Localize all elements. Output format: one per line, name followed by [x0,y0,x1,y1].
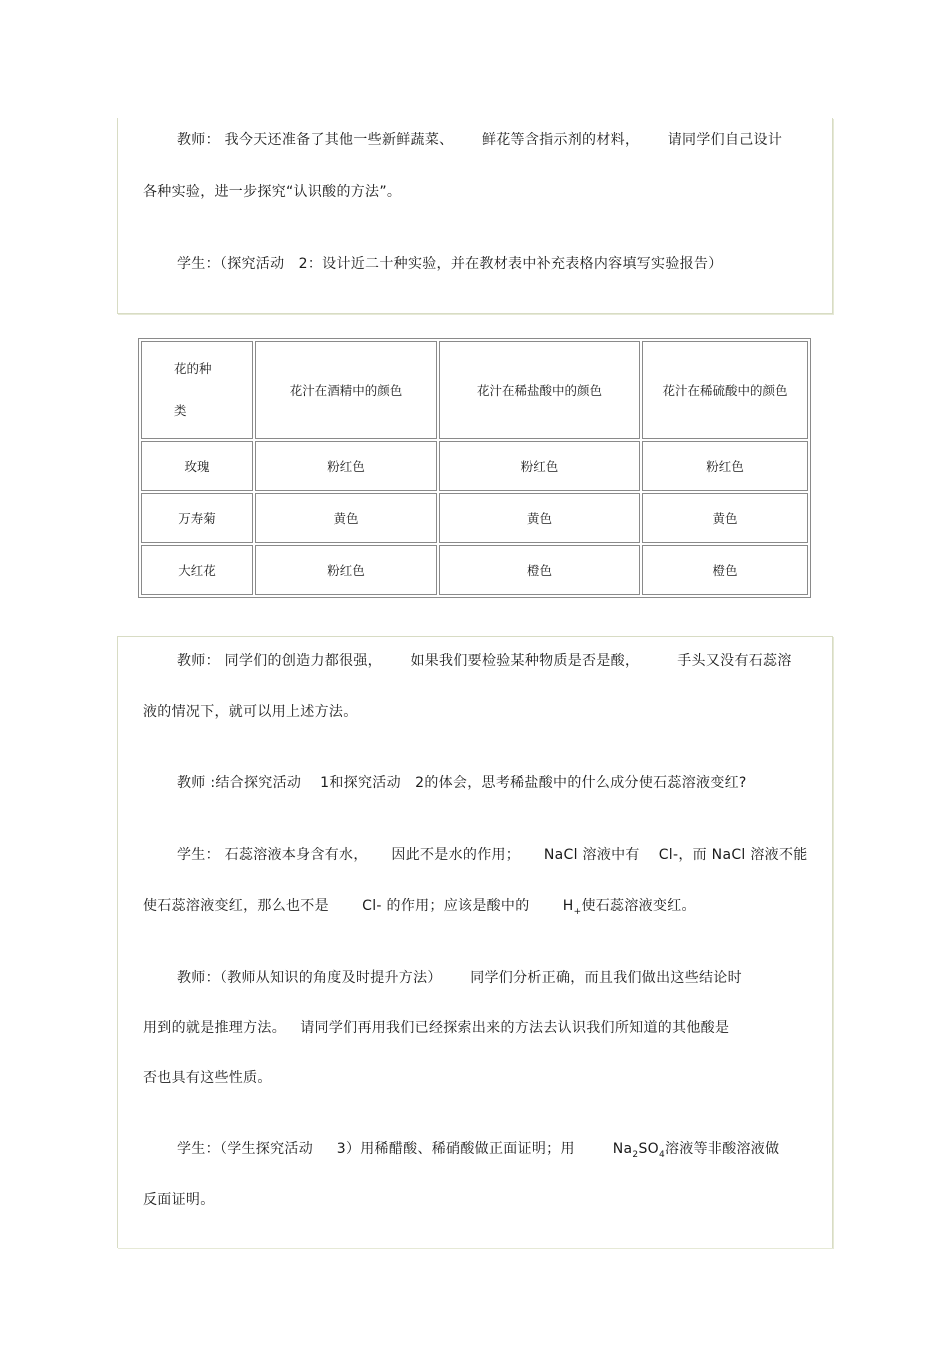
cell-alcohol: 黄色 [255,493,437,543]
table-header-row [141,341,808,439]
teacher-line-2: 教师： 同学们的创造力都很强， 如果我们要检验某种物质是否是酸， 手头又没有石蕊溶 [177,653,792,669]
cell-h2so4: 橙色 [642,545,808,595]
student-line-2-end: 使石蕊溶液变红。 [581,898,696,914]
cell-flower: 玫瑰 [141,441,253,491]
student-line-2-cont [143,896,696,922]
table-row [141,441,808,491]
header-h2so4: 花汁在稀硫酸中的颜色 [642,341,808,439]
student-line-3-cont: 反面证明。 [143,1192,215,1208]
teacher-line-1: 教师： 我今天还准备了其他一些新鲜蔬菜、 鲜花等含指示剂的材料， 请同学们自己设计 [177,132,783,148]
teacher-line-4-cont: 用到的就是推理方法。 请同学们再用我们已经探索出来的方法去认识我们所知道的其他酸是 [143,1020,730,1036]
header-flower-type [141,341,253,439]
header-flower-type-line1: 花的种 [174,361,212,376]
student-line-2-text: 使石蕊溶液变红，那么也不是 Cl- 的作用；应该是酸中的 H [143,898,574,914]
cell-hcl: 黄色 [439,493,640,543]
teacher-line-4-end: 否也具有这些性质。 [143,1070,272,1086]
student-line-1: 学生：（探究活动 2：设计近二十种实验，并在教材表中补充表格内容填写实验报告） [177,256,723,272]
flower-color-table [138,338,811,598]
teacher-line-1-cont: 各种实验，进一步探究“认识酸的方法”。 [143,184,402,200]
student-line-3-text: 学生：（学生探究活动 3）用稀醋酸、稀硝酸做正面证明；用 Na [177,1141,633,1157]
cell-h2so4: 粉红色 [642,441,808,491]
sulfate-text: SO [638,1141,659,1157]
teacher-line-2-cont: 液的情况下，就可以用上述方法。 [143,704,358,720]
header-flower-type-line2: 类 [174,403,187,418]
header-alcohol: 花汁在酒精中的颜色 [255,341,437,439]
cell-hcl: 橙色 [439,545,640,595]
sulfate-subscript: 4 [658,1149,665,1160]
cell-flower: 大红花 [141,545,253,595]
student-line-3 [177,1139,779,1165]
student-line-2: 学生： 石蕊溶液本身含有水， 因此不是水的作用； NaCl 溶液中有 Cl-，而 NaCl 溶液不能 [177,847,808,863]
teacher-line-3: 教师 :结合探究活动 1和探究活动 2的体会，思考稀盐酸中的什么成分使石蕊溶液变红? [177,775,747,791]
cell-h2so4: 黄色 [642,493,808,543]
sodium-subscript: 2 [632,1149,639,1160]
cell-alcohol: 粉红色 [255,545,437,595]
cell-alcohol: 粉红色 [255,441,437,491]
teacher-line-4: 教师：（教师从知识的角度及时提升方法） 同学们分析正确，而且我们做出这些结论时 [177,970,742,986]
cell-hcl: 粉红色 [439,441,640,491]
student-line-3-end: 溶液等非酸溶液做 [665,1141,780,1157]
hydrogen-ion-charge: + [573,906,582,917]
table-row [141,493,808,543]
header-hcl: 花汁在稀盐酸中的颜色 [439,341,640,439]
cell-flower: 万寿菊 [141,493,253,543]
table-row [141,545,808,595]
